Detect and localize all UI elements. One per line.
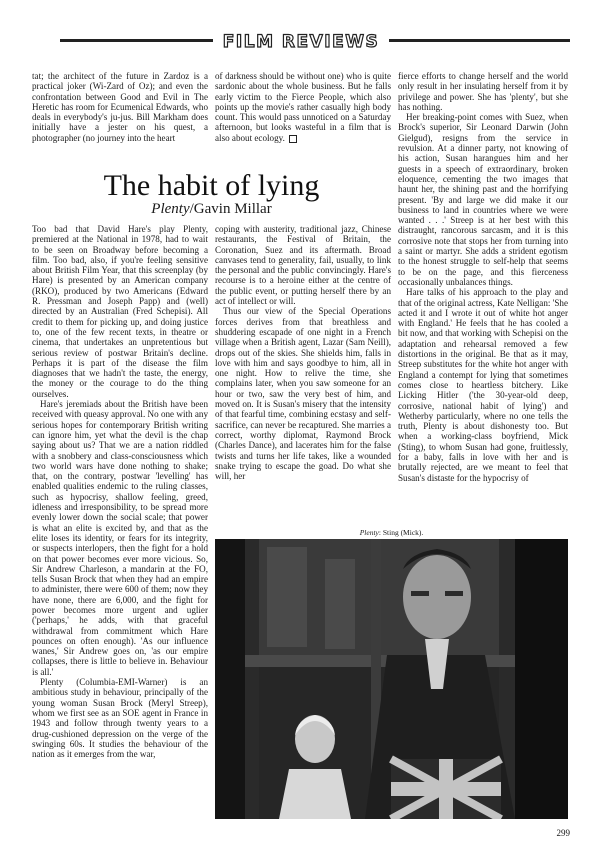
article-paragraph: Hare's jeremiads about the British have been received with queasy approval. No one with any serious hopes for contemporary British writing can ignore him, yet what the devil is the chap saying about us? That we are a nation riddled with a snobbery and class-consciousness which two world wars have done nothing to shake; that, on the contrary, postwar 'levelling' has enabled qualities endemic to the ruling classes, such as hypocrisy, shallow feeling, greed, idleness and irresponsibility, to be spread more evenly lower down the social scale; that power is what an elite is excited by, and that as the elite loses its identity, or fears for its integrity, or suspects interlopers, then the fight for a hold on that power becomes ever more vicious. So, Sir Andrew Charleson, a mandarin at the FO, tells Susan Brock that when they had an empire to administer, there were 600 of them; now they have none, there are 6,000, and the fight for power becomes more urgent and uglier ('perhaps,' he adds, with that graceful withdrawal from commitment which Hare pounces on often enough). 'As our influence wanes,' Sir Andrew goes on, 'as our empire collapses, there is little to believe in. Behaviour is all.': [32, 399, 208, 677]
article-paragraph: Her breaking-point comes with Suez, when Brock's superior, Sir Leonard Darwin (John Gielgud), resigns from the service in revulsion. At a dinner party, not knowing of his action, Susan harangues him and her guests in a speech of extraordinary, broken eloquence, cementing the two images that haunt her, the shining past and the horrifying present. 'By and large we did make it our business to land in countries where we were wanted . . .' Streep is at her best with this distraught, rancorous sarcasm, and it is this corrosive note that stops her from turning into a saint or martyr. She adds a strident egotism to the honest struggle to self-help that seems to be on the page, and this fierceness occasionally unbalances things.: [398, 112, 568, 287]
article-paragraph: Hare talks of his approach to the play and that of the original actress, Kate Nelligan: 'She acted it and I wrote it out of white hot anger with England.' He feels that he has cooled a bit now, and that working with Schepisi on the adaptation and rehearsal removed a few distortions in the original. Be that as it may, Streep substitutes for the white hot anger with England a contempt for lying that sometimes comes close to heartless bitchery. Like Licking Hitler ('the 30-year-old deep, corrosive, national habit of lying') and Wetherby particularly, where no one tells the truth, Plenty is about dishonesty too. But when a working-class boyfriend, Mick (Sting), to whom Susan had gone, fruitlessly, for a baby, falls in love with her and is brutally rejected, are we meant to feel that Susan's distaste for the hypocrisy of: [398, 287, 568, 483]
page-number: 299: [556, 828, 570, 838]
photo-caption: [215, 528, 568, 537]
article-byline: [32, 200, 391, 218]
article-paragraph: fierce efforts to change herself and the world only result in her insulating herself from it by privilege and power. She has 'plenty', but she has nothing.: [398, 71, 568, 112]
film-still-illustration: [215, 539, 568, 819]
photo-caption-text: : Sting (Mick).: [378, 528, 424, 537]
byline-author: /Gavin Millar: [189, 201, 272, 217]
article-paragraph: Plenty (Columbia-EMI-Warner) is an ambitious study in behaviour, principally of the young woman Susan Brock (Meryl Streep), whom we first see as an SOE agent in France in 1943 and follow through twenty years to a drug-cushioned depression on the verge of the swinging 60s. It studies the behaviour of the nation as it emerges from the war,: [32, 677, 208, 760]
article-col-1: [32, 224, 208, 759]
article-col-3: [398, 71, 568, 483]
article-paragraph: Thus our view of the Special Operations forces derives from that breathless and shuddering escapade of one night in a French village when a British agent, Lazar (Sam Neill), drops out of the skies. She shields him, falls in love with him and says goodbye to him, all in one night. How to relive the time, she complains later, when you saw someone for an hour or two, saw the very best of him, and moved on. It is Susan's misery that the intensity of that fearful time, combining ecstasy and self-sacrifice, can never be recaptured. She marries a correct, worthy diplomat, Raymond Brock (Charles Dance), and lacerates him for the false twists and turns her life takes, like a wounded snake trying to escape the goad. Do what she will, her: [215, 306, 391, 482]
end-mark-icon: [289, 135, 297, 143]
byline-film: Plenty: [151, 201, 190, 217]
film-still-photo: [215, 539, 568, 819]
carryover-col-1: [32, 71, 208, 143]
carryover-col-2: [215, 71, 391, 143]
carryover-text-1: tat; the architect of the future in Zardoz is a practical joker (Wi-Zard of Oz); and even the confrontation between Good and Evil in The Heretic has room for Ecumenical Edwards, who deals in everybody's ju-jus. Bill Markham does initially have a jester on his quest, a photographer (no journey into the heart: [32, 71, 208, 143]
carryover-text-2: of darkness should be without one) who is quite sardonic about the whole business. But he falls early victim to the Fierce People, which also points up the movie's rather casually high body count. This would pass unnoticed on a Saturday afternoon, but looks wasteful in a film that is also about ecology.: [215, 71, 391, 143]
article-paragraph: Too bad that David Hare's play Plenty, premiered at the National in 1978, had to wait to be seen on Broadway before becoming a film. Too bad, also, if you're feeling sensitive about British Film Year, that this screenplay (by Hare) is presented by an American company (RKO), produced by two Americans (Edward R. Pressman and Joseph Papp) and (well) directed by an Australian (Fred Schepisi). All credit to them for picking up, and doing justice to, one of the few recent texts, in theatre or cinema, that undertakes an unpretentious but serious review of postwar Britain's decline. Perhaps it is part of the disease the film diagnoses that we hadn't the taste, the energy, the money or the courage to do the thing ourselves.: [32, 224, 208, 399]
article-col-2: [215, 224, 391, 481]
section-heading: FILM REVIEWS: [213, 33, 389, 51]
article-headline: The habit of lying: [103, 169, 320, 202]
photo-caption-film: Plenty: [359, 528, 379, 537]
article-paragraph: coping with austerity, traditional jazz, Chinese restaurants, the Festival of Britain, the Coronation, Suez and its aftermath. Broad canvases tend to generality, fail, usually, to link the personal and the public convincingly. Hare's recourse is to a heroine either at the centre of the public event, or putting herself there by an act of intellect or will.: [215, 224, 391, 307]
